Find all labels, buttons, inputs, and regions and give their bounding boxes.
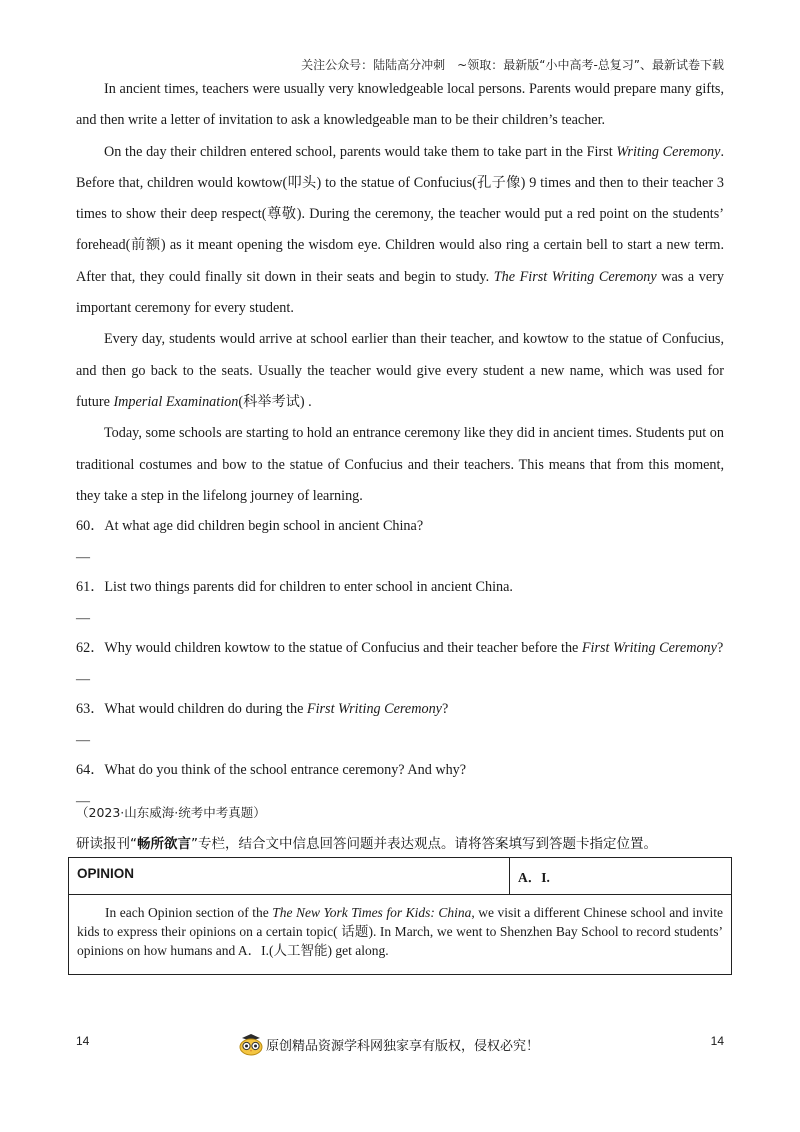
table-header-ai: A．I. [510,858,732,895]
answer-line[interactable]: — [76,550,90,566]
table-body-text: In each Opinion section of the The New York Times for Kids: China, we visit a different Chinese school and invite kids to express their opinions on a certain topic( 话题). In March, we went to Shenzhen Bay School to record students’ opinions on how humans and A．I.(人工智能) get along. [69,895,732,975]
question-63: 63．What would children do during the First Writing Ceremony? [76,701,449,718]
passage [76,74,724,817]
paragraph: Today, some schools are starting to hold an entrance ceremony like they did in ancient times. Students put on traditional costumes and bow to the statue of Confucius and their teachers. This means that from this moment, they take a step in the lifelong journey of learning. [76,425,724,504]
answer-line[interactable]: — [76,672,90,688]
question-list [76,515,724,817]
paragraph: In ancient times, teachers were usually very knowledgeable local persons. Parents would prepare many gifts, and then write a letter of invitation to ask a knowledgeable man to be their children’s teacher. [76,81,724,129]
table-header-opinion: OPINION [69,858,510,895]
page-number-right: 14 [710,1034,724,1048]
instruction: 研读报刊“畅所欲言”专栏，结合文中信息回答问题并表达观点。请将答案填写到答题卡指定位置。 [76,836,657,852]
page-number-left: 14 [76,1034,90,1048]
footer-copyright [238,1032,539,1056]
answer-line[interactable]: — [76,794,90,810]
source-citation: （2023·山东威海·统考中考真题） [76,805,266,820]
owl-logo-icon [238,1032,264,1056]
opinion-table [68,857,732,975]
question-61: 61．List two things parents did for children to enter school in ancient China. [76,579,513,596]
header-note: 关注公众号：陆陆高分冲刺 ~领取：最新版“小中高考-总复习”、最新试卷下载 [301,58,724,72]
paragraph: Every day, students would arrive at school earlier than their teacher, and kowtow to the statue of Confucius, and then go back to the seats. Usually the teacher would give every student a new name, which was used for future Imperial Examination(科举考试) . [76,331,724,410]
paragraph: On the day their children entered school, parents would take them to take part in the First Writing Ceremony. Before that, children would kowtow(叩头) to the statue of Confucius(孔子像) 9 times and then to their teacher 3 times to show their deep respect(尊敬). During the ceremony, the teacher would put a red point on the students’ forehead(前额) as it meant opening the wisdom eye. Children would also ring a certain bell to start a new term. After that, they could finally sit down in their seats and begin to study. The First Writing Ceremony was a very important ceremony for every student. [76,143,724,317]
question-60: 60．At what age did children begin school in ancient China? [76,518,424,535]
question-62: 62．Why would children kowtow to the statue of Confucius and their teacher before the First Writing Ceremony? [76,640,724,657]
copyright-text: 原创精品资源学科网独家享有版权，侵权必究！ [266,1038,540,1054]
answer-line[interactable]: — [76,611,90,627]
answer-line[interactable]: — [76,733,90,749]
question-64: 64．What do you think of the school entrance ceremony? And why? [76,762,467,779]
